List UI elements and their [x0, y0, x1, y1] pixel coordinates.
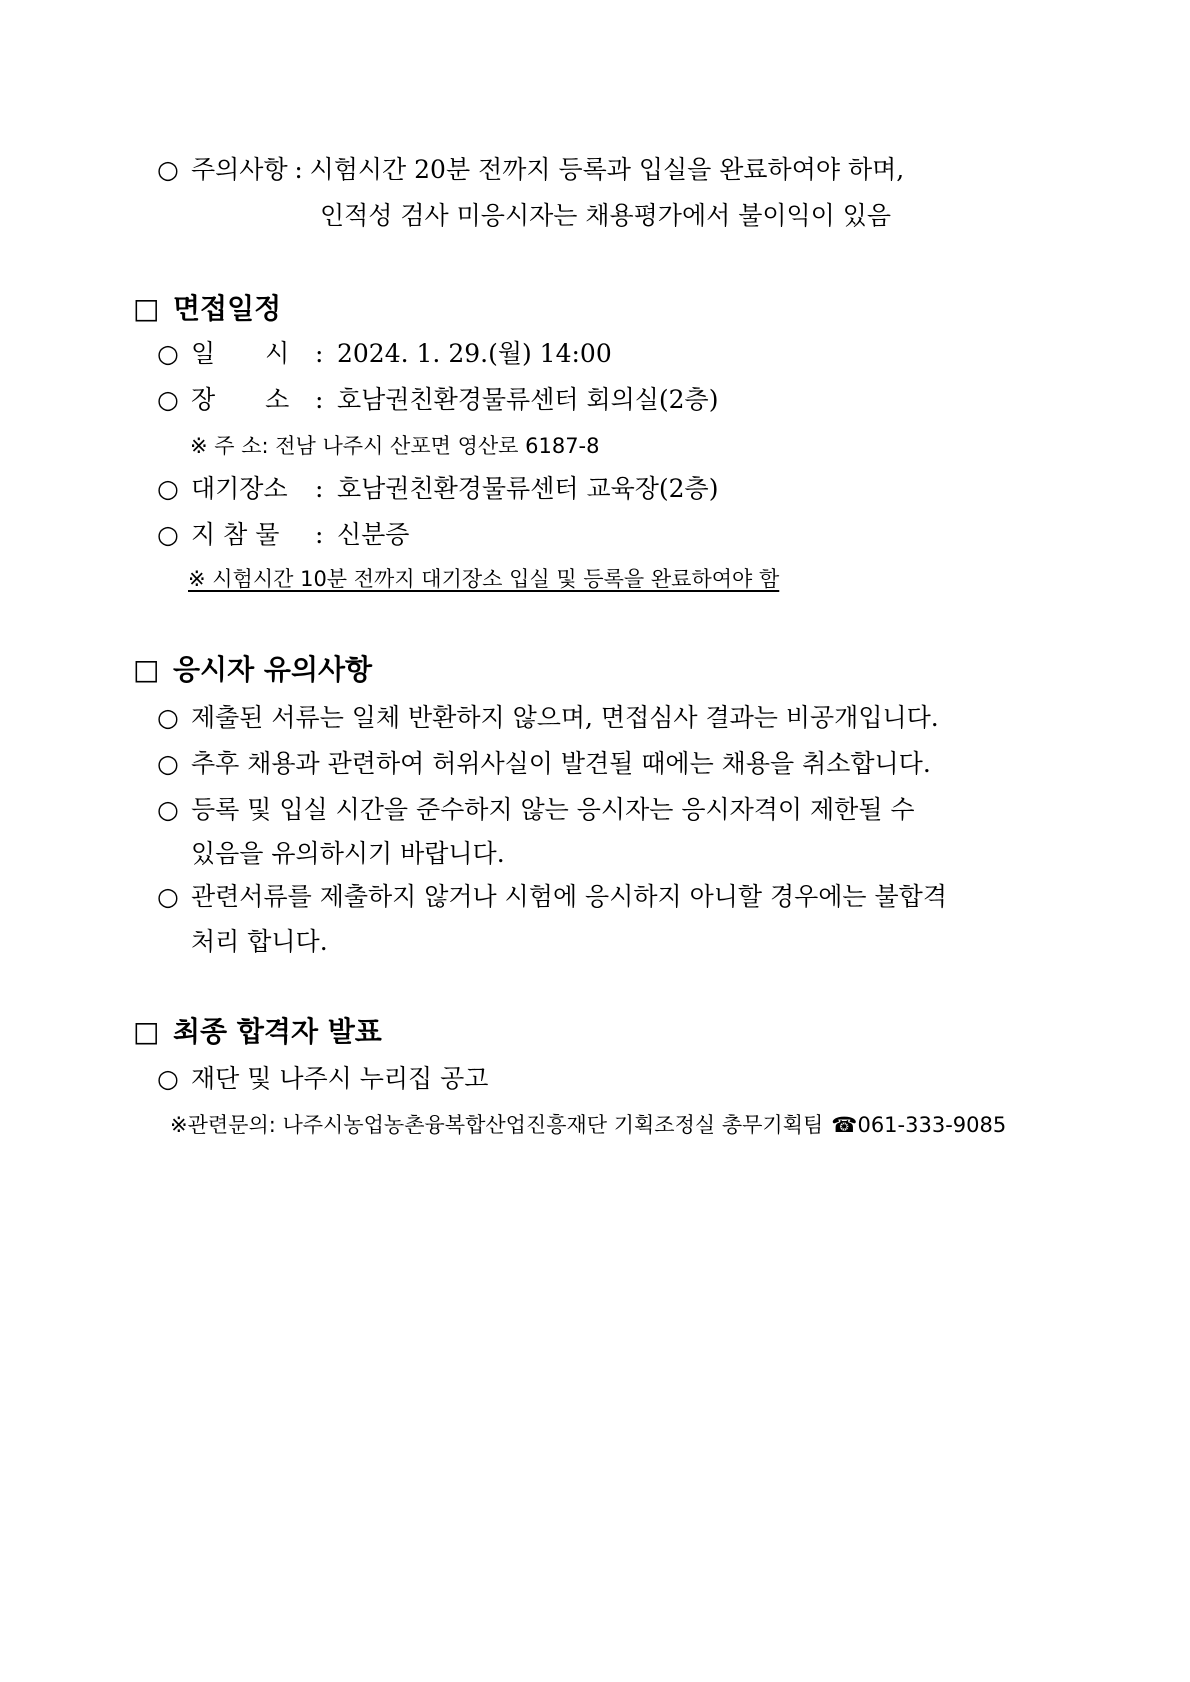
final-heading — [133, 1015, 382, 1049]
interview-heading — [133, 292, 281, 326]
precaution-continuation: 있음을 유의하시기 바랍니다. — [191, 839, 505, 868]
place-separator: : — [315, 385, 324, 414]
interview-date-row — [157, 338, 612, 370]
caution-label: 주의사항 — [191, 155, 288, 184]
waiting-separator: : — [315, 474, 324, 503]
interview-title: 면접일정 — [173, 292, 282, 325]
final-item — [157, 1063, 488, 1095]
precautions-title: 응시자 유의사항 — [173, 653, 373, 686]
precaution-item — [157, 748, 931, 780]
circle-bullet-icon: ○ — [157, 339, 179, 368]
waiting-value: 호남권친환경물류센터 교육장(2층) — [337, 474, 719, 503]
caution-text-1: 시험시간 20분 전까지 등록과 입실을 완료하여야 하며, — [309, 155, 905, 184]
interview-items-row — [157, 519, 409, 551]
precaution-text: 제출된 서류는 일체 반환하지 않으며, 면접심사 결과는 비공개입니다. — [191, 703, 939, 732]
circle-bullet-icon: ○ — [157, 155, 179, 184]
inquiry-text: ※관련문의: 나주시농업농촌융복합산업진흥재단 기획조정실 총무기획팀 — [170, 1113, 824, 1137]
time-note: ※ 시험시간 10분 전까지 대기장소 입실 및 등록을 완료하여야 함 — [188, 567, 780, 591]
caution-line-1 — [157, 154, 904, 186]
circle-bullet-icon: ○ — [157, 749, 179, 778]
precaution-item — [157, 702, 939, 734]
precaution-continuation: 처리 합니다. — [191, 927, 328, 956]
circle-bullet-icon: ○ — [157, 882, 179, 911]
interview-waiting-row — [157, 473, 718, 505]
circle-bullet-icon: ○ — [157, 520, 179, 549]
precaution-text: 추후 채용과 관련하여 허위사실이 발견될 때에는 채용을 취소합니다. — [191, 749, 931, 778]
square-bullet-icon: □ — [133, 292, 160, 325]
final-title: 최종 합격자 발표 — [173, 1015, 382, 1048]
circle-bullet-icon: ○ — [157, 1064, 179, 1093]
items-separator: : — [315, 520, 324, 549]
square-bullet-icon: □ — [133, 1015, 160, 1048]
place-label: 장 소 — [191, 385, 290, 414]
circle-bullet-icon: ○ — [157, 795, 179, 824]
precaution-item — [157, 794, 915, 826]
items-label: 지 참 물 — [191, 520, 280, 549]
phone-icon: ☎ — [831, 1113, 858, 1137]
circle-bullet-icon: ○ — [157, 703, 179, 732]
place-value: 호남권친환경물류센터 회의실(2층) — [337, 385, 719, 414]
waiting-label: 대기장소 — [191, 474, 288, 503]
items-value: 신분증 — [337, 520, 410, 549]
precaution-text: 관련서류를 제출하지 않거나 시험에 응시하지 아니할 경우에는 불합격 — [191, 882, 947, 911]
circle-bullet-icon: ○ — [157, 474, 179, 503]
date-label: 일 시 — [191, 339, 290, 368]
address-note: ※ 주 소: 전남 나주시 산포면 영산로 6187-8 — [190, 434, 600, 458]
precautions-heading — [133, 653, 372, 687]
interview-place-row — [157, 384, 718, 416]
square-bullet-icon: □ — [133, 653, 160, 686]
precaution-text: 등록 및 입실 시간을 준수하지 않는 응시자는 응시자격이 제한될 수 — [191, 795, 915, 824]
inquiry-note — [170, 1111, 1006, 1139]
circle-bullet-icon: ○ — [157, 385, 179, 414]
caution-separator: : — [294, 155, 303, 184]
phone-number: 061-333-9085 — [857, 1113, 1007, 1137]
precaution-item — [157, 881, 947, 913]
date-value: 2024. 1. 29.(월) 14:00 — [337, 339, 612, 368]
date-separator: : — [315, 339, 324, 368]
caution-line-2: 인적성 검사 미응시자는 채용평가에서 불이익이 있음 — [320, 201, 892, 230]
final-text: 재단 및 나주시 누리집 공고 — [191, 1064, 489, 1093]
